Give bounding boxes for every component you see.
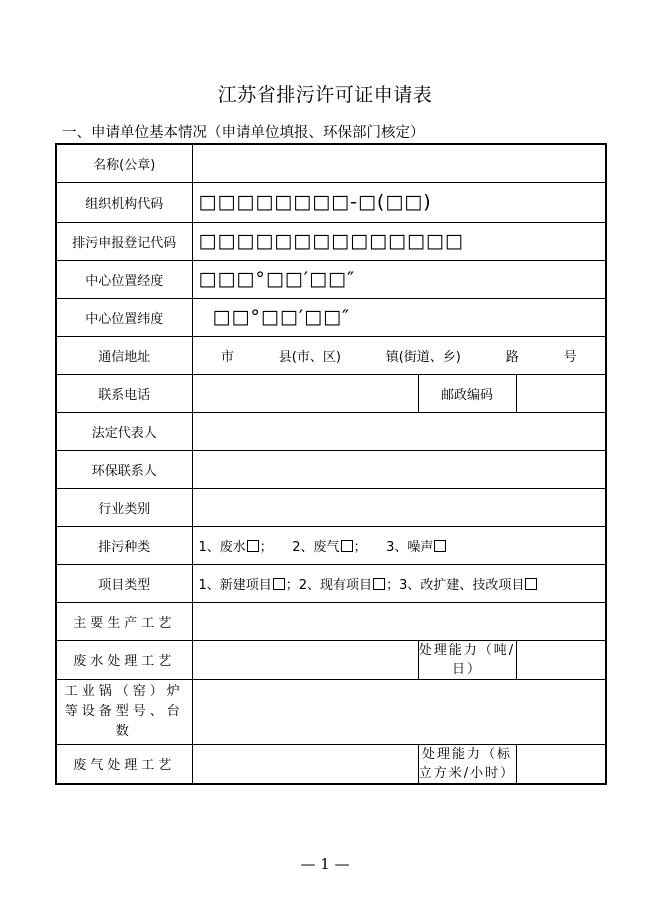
wastewater-checkbox[interactable]	[247, 540, 259, 552]
wastegas-capacity-field[interactable]	[516, 744, 606, 784]
label-wastegas-process: 废气处理工艺	[56, 744, 192, 784]
application-form	[55, 143, 607, 785]
label-wastewater-process: 废水处理工艺	[56, 640, 192, 679]
page-number: — 1 —	[300, 855, 350, 873]
option-existing-project-label: ；2、现有项目	[285, 577, 373, 593]
new-project-checkbox[interactable]	[273, 578, 285, 590]
option-wastegas-label: ； 2、废气	[259, 539, 340, 555]
boiler-equipment-field[interactable]	[192, 679, 606, 744]
label-name: 名称(公章)	[56, 144, 192, 182]
section-heading: 一、申请单位基本情况（申请单位填报、环保部门核定）	[62, 125, 425, 141]
label-pollutant-type: 排污种类	[56, 526, 192, 564]
label-org-code: 组织机构代码	[56, 182, 192, 222]
label-address: 通信地址	[56, 336, 192, 374]
label-industry: 行业类别	[56, 488, 192, 526]
pollutant-type-field	[192, 526, 606, 564]
label-wastewater-capacity: 处理能力（吨/日）	[418, 640, 516, 679]
phone-field[interactable]	[192, 374, 418, 412]
label-boiler-equipment: 工业锅（窑）炉等设备型号、台数	[56, 679, 192, 744]
reg-code-boxes: □□□□□□□□□□□□□□	[198, 230, 464, 252]
label-wastegas-capacity: 处理能力（标立方米/小时）	[418, 744, 516, 784]
latitude-boxes: □□°□□′□□″	[212, 306, 351, 328]
wastegas-process-field[interactable]	[192, 744, 418, 784]
longitude-field[interactable]	[192, 260, 606, 298]
label-postcode: 邮政编码	[418, 374, 516, 412]
org-code-field[interactable]	[192, 182, 606, 222]
org-code-boxes: □□□□□□□□-□(□□)	[198, 191, 432, 213]
option-wastewater-label: 1、废水	[198, 539, 246, 555]
label-project-type: 项目类型	[56, 564, 192, 602]
env-contact-field[interactable]	[192, 450, 606, 488]
wastegas-checkbox[interactable]	[341, 540, 353, 552]
main-process-field[interactable]	[192, 602, 606, 640]
address-road: 路	[505, 349, 519, 365]
expansion-project-checkbox[interactable]	[525, 578, 537, 590]
industry-field[interactable]	[192, 488, 606, 526]
address-town: 镇(街道、乡)	[385, 349, 461, 365]
address-county: 县(市、区)	[278, 349, 341, 365]
address-number: 号	[563, 349, 577, 365]
label-main-process: 主要生产工艺	[56, 602, 192, 640]
wastewater-process-field[interactable]	[192, 640, 418, 679]
label-legal-rep: 法定代表人	[56, 412, 192, 450]
option-noise-label: ； 3、噪声	[353, 539, 434, 555]
address-field[interactable]	[192, 336, 606, 374]
longitude-boxes: □□□°□□′□□″	[198, 268, 356, 290]
existing-project-checkbox[interactable]	[373, 578, 385, 590]
wastewater-capacity-field[interactable]	[516, 640, 606, 679]
legal-rep-field[interactable]	[192, 412, 606, 450]
option-new-project-label: 1、新建项目	[198, 577, 272, 593]
reg-code-field[interactable]	[192, 222, 606, 260]
postcode-field[interactable]	[516, 374, 606, 412]
option-expansion-project-label: ；3、改扩建、技改项目	[386, 577, 525, 593]
latitude-field[interactable]	[192, 298, 606, 336]
label-reg-code: 排污申报登记代码	[56, 222, 192, 260]
label-phone: 联系电话	[56, 374, 192, 412]
noise-checkbox[interactable]	[434, 540, 446, 552]
address-city: 市	[220, 349, 234, 365]
label-env-contact: 环保联系人	[56, 450, 192, 488]
project-type-field	[192, 564, 606, 602]
page-title: 江苏省排污许可证申请表	[217, 84, 433, 106]
label-latitude: 中心位置纬度	[56, 298, 192, 336]
name-field[interactable]	[192, 144, 606, 182]
label-longitude: 中心位置经度	[56, 260, 192, 298]
